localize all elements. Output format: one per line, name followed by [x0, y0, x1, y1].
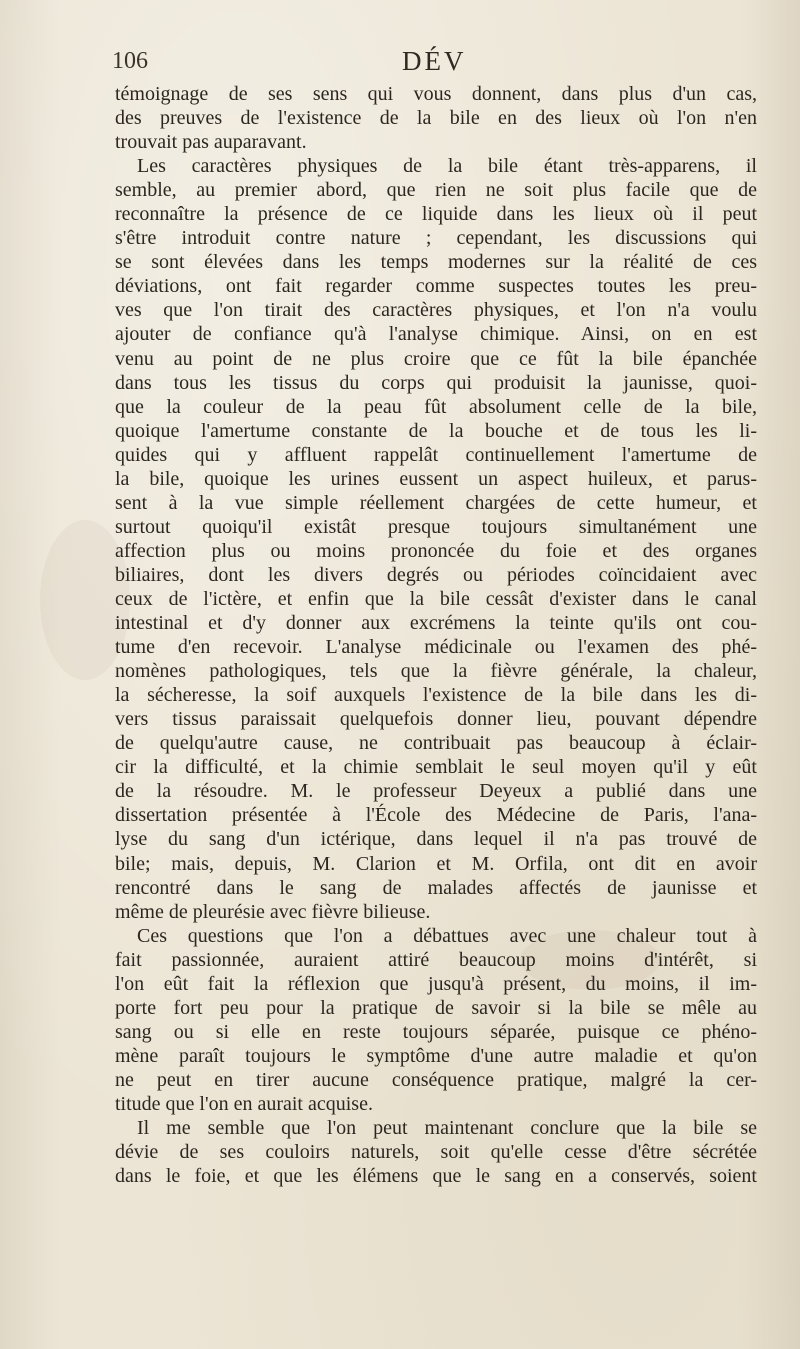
- text-line: témoignage de ses sens qui vous donnent, dans plus d'un cas,: [115, 83, 757, 105]
- text-line: dans le foie, et que les élémens que le sang en a conservés, soient: [115, 1165, 757, 1188]
- text-line: vers tissus paraissait quelquefois donner lieu, pouvant dépendre: [115, 708, 757, 731]
- text-line: dissertation présentée à l'École des Médecine de Paris, l'ana-: [115, 804, 757, 827]
- text-line: quoique l'amertume constante de la bouche et de tous les li-: [115, 419, 757, 442]
- text-line: ne peut en tirer aucune conséquence pratique, malgré la cer-: [115, 1068, 757, 1091]
- text-line: que la couleur de la peau fût absolument celle de la bile,: [115, 395, 757, 418]
- text-line: cir la difficulté, et la chimie semblait le seul moyen qu'il y eût: [115, 756, 757, 779]
- text-line: semble, au premier abord, que rien ne soit plus facile que de: [115, 179, 757, 202]
- text-line: sang ou si elle en reste toujours séparée, puisque ce phéno-: [115, 1020, 757, 1043]
- text-line: Il me semble que l'on peut maintenant conclure que la bile se: [137, 1117, 757, 1140]
- text-line: nomènes pathologiques, tels que la fièvre générale, la chaleur,: [115, 660, 757, 683]
- text-line: lyse du sang d'un ictérique, dans lequel il n'a pas trouvé de: [115, 828, 757, 851]
- text-line: trouvait pas auparavant.: [115, 131, 307, 154]
- text-line: se sont élevées dans les temps modernes sur la réalité de ces: [115, 251, 757, 274]
- text-line: tume d'en recevoir. L'analyse médicinale ou l'examen des phé-: [115, 636, 757, 659]
- body-text: [115, 82, 757, 1188]
- text-line: Ces questions que l'on a débattues avec une chaleur tout à: [137, 924, 757, 947]
- running-head: DÉV: [402, 46, 467, 76]
- text-line: porte fort peu pour la pratique de savoir si la bile se mêle au: [115, 996, 757, 1019]
- text-line: mène paraît toujours le symptôme d'une autre maladie et qu'on: [115, 1044, 757, 1067]
- text-line: de la résoudre. M. le professeur Deyeux a publié dans une: [115, 780, 757, 803]
- text-line: affection plus ou moins prononcée du foie et des organes: [115, 539, 757, 562]
- page-number: 106: [112, 48, 148, 74]
- text-line: déviations, ont fait regarder comme suspectes toutes les preu-: [115, 275, 757, 298]
- text-line: bile; mais, depuis, M. Clarion et M. Orfila, ont dit en avoir: [115, 852, 757, 875]
- text-line: intestinal et d'y donner aux excrémens la teinte qu'ils ont cou-: [115, 612, 757, 635]
- text-line: de quelqu'autre cause, ne contribuait pas beaucoup à éclair-: [115, 732, 757, 755]
- text-line: surtout quoiqu'il existât presque toujours simultanément une: [115, 515, 757, 538]
- text-line: ceux de l'ictère, et enfin que la bile cessât d'exister dans le canal: [115, 587, 757, 610]
- text-line: ajouter de confiance qu'à l'analyse chimique. Ainsi, on en est: [115, 323, 757, 346]
- text-line: sent à la vue simple réellement chargées de cette humeur, et: [115, 491, 757, 514]
- text-line: titude que l'on en aurait acquise.: [115, 1092, 373, 1115]
- text-line: l'on eût fait la réflexion que jusqu'à présent, du moins, il im-: [115, 972, 757, 995]
- text-line: reconnaître la présence de ce liquide dans les lieux où il peut: [115, 203, 757, 226]
- text-line: la bile, quoique les urines eussent un aspect huileux, et parus-: [115, 467, 757, 490]
- text-line: Les caractères physiques de la bile étant très-apparens, il: [137, 155, 757, 178]
- text-line: rencontré dans le sang de malades affectés de jaunisse et: [115, 876, 757, 899]
- text-line: la sécheresse, la soif auxquels l'existence de la bile dans les di-: [115, 684, 757, 707]
- text-line: fait passionnée, auraient attiré beaucoup moins d'intérêt, si: [115, 948, 757, 971]
- text-line: dévie de ses couloirs naturels, soit qu'elle cesse d'être sécrétée: [115, 1141, 757, 1164]
- text-line: même de pleurésie avec fièvre bilieuse.: [115, 900, 431, 923]
- text-line: biliaires, dont les divers degrés ou périodes coïncidaient avec: [115, 563, 757, 586]
- text-line: dans tous les tissus du corps qui produisit la jaunisse, quoi-: [115, 371, 757, 394]
- text-line: quides qui y affluent rappelât continuellement l'amertume de: [115, 443, 757, 466]
- text-line: ves que l'on tirait des caractères physiques, et l'on n'a voulu: [115, 299, 757, 322]
- text-line: venu au point de ne plus croire que ce fût la bile épanchée: [115, 347, 757, 370]
- page-header: [112, 46, 762, 80]
- text-line: s'être introduit contre nature ; cependant, les discussions qui: [115, 227, 757, 250]
- text-line: des preuves de l'existence de la bile en des lieux où l'on n'en: [115, 107, 757, 130]
